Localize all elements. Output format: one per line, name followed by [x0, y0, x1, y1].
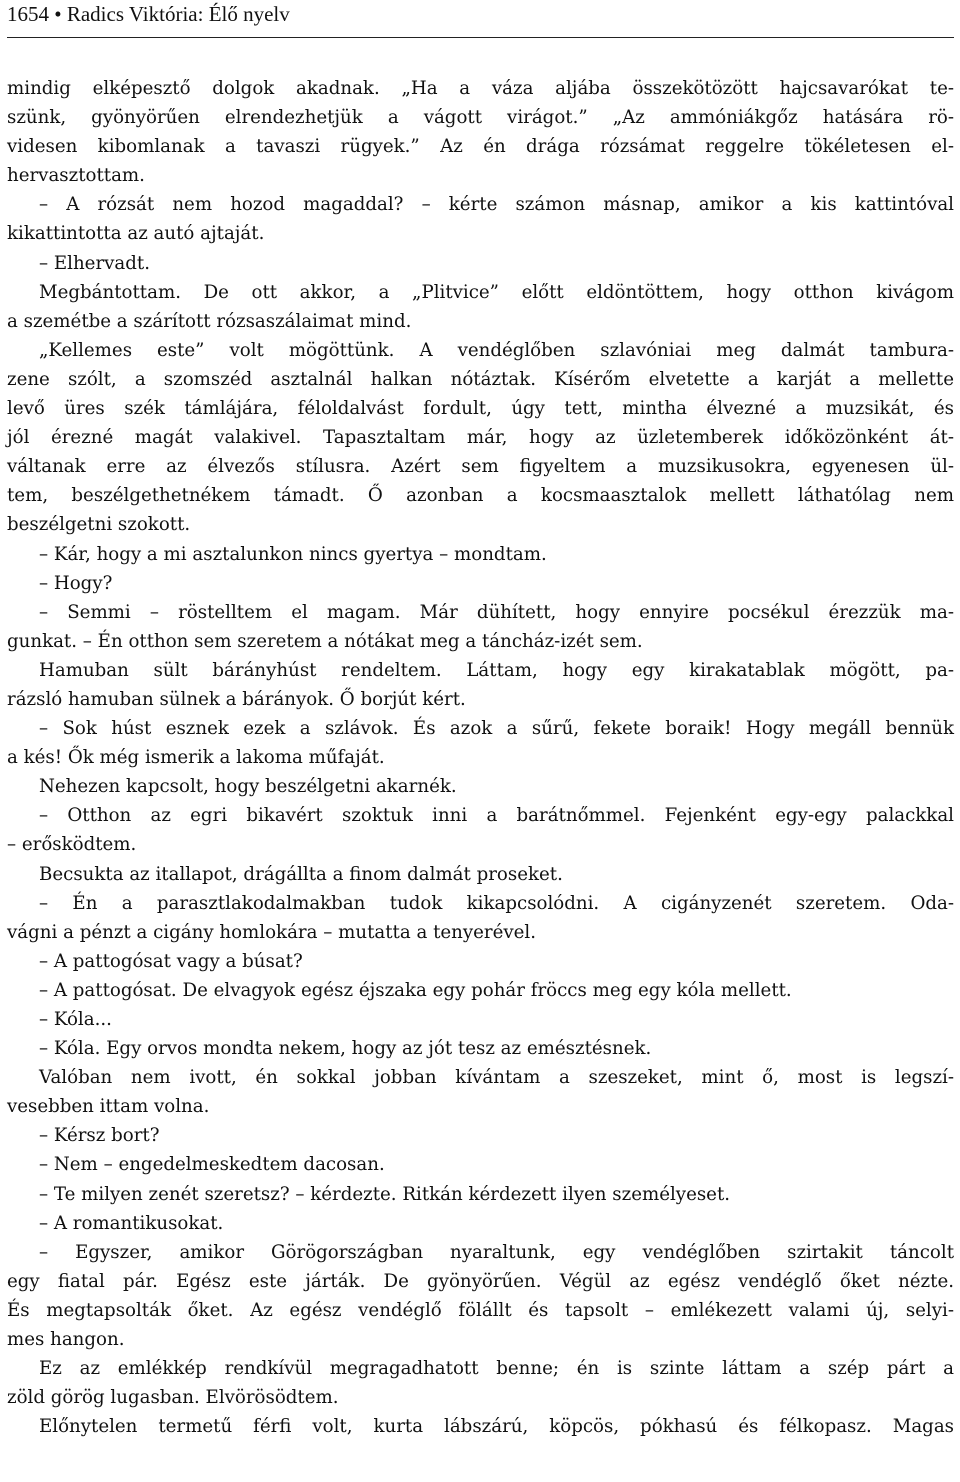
text-line: mindig elképesztő dolgok akadnak. „Ha a váza aljába összekötözött hajcsavarókat te-: [7, 78, 954, 99]
text-line: – A romantikusokat.: [39, 1212, 224, 1234]
text-line: – Te milyen zenét szeretsz? – kérdezte. Ritkán kérdezett ilyen személyeset.: [39, 1183, 731, 1205]
text-line: Becsukta az itallapot, drágállta a finom dalmát proseket.: [39, 863, 563, 885]
text-line: Megbántottam. De ott akkor, a „Plitvice” előtt eldöntöttem, hogy otthon kivágom: [39, 281, 954, 303]
running-header: [7, 2, 290, 27]
text-line: hervasztottam.: [7, 165, 145, 187]
text-line: Hamuban sült bárányhúst rendeltem. Láttam, hogy egy kirakatablak mögött, pa-: [39, 659, 954, 681]
text-line: kikattintotta az autó ajtaját.: [7, 223, 265, 245]
text-line: a kés! Ők még ismerik a lakoma műfaját.: [7, 747, 385, 769]
running-title: Radics Viktória: Élő nyelv: [66, 2, 290, 26]
text-line: váltanak erre az élvezős stílusra. Azért sem figyeltem a muzsikusokra, egyenesen ül-: [7, 456, 954, 478]
text-line: – Semmi – röstelltem el magam. Már dühített, hogy ennyire pocsékul érezzük ma-: [39, 601, 954, 623]
text-line: – Kóla. Egy orvos mondta nekem, hogy az jót tesz az emésztésnek.: [39, 1038, 652, 1060]
text-line: – erősködtem.: [7, 834, 137, 856]
text-line: zene szólt, a szomszéd asztalnál halkan nótáztak. Kísérőm elvetette a karját a mellette: [7, 368, 954, 390]
text-line: – Elhervadt.: [39, 252, 150, 274]
text-line: – Kóla...: [39, 1009, 112, 1030]
text-line: – Én a parasztlakodalmakban tudok kikapcsolódni. A cigányzenét szeretem. Oda-: [39, 892, 954, 914]
body-text: [7, 74, 954, 1441]
text-line: – Hogy?: [39, 572, 113, 594]
text-line: rázsló hamuban sülnek a bárányok. Ő borjút kért.: [7, 688, 466, 710]
page-number: 1654: [7, 2, 49, 26]
text-line: – Kár, hogy a mi asztalunkon nincs gyertya – mondtam.: [39, 543, 547, 565]
text-line: beszélgetni szokott.: [7, 514, 191, 536]
text-line: – A pattogósat. De elvagyok egész éjszaka egy pohár fröccs meg egy kóla mellett.: [39, 979, 792, 1001]
text-line: szünk, gyönyörűen elrendezhetjük a vágott virágot.” „Az ammóniákgőz hatására rö-: [7, 107, 954, 129]
text-line: – Kérsz bort?: [39, 1125, 160, 1147]
text-line: Előnytelen termetű férfi volt, kurta lábszárú, köpcös, pókhasú és félkopasz. Magas: [39, 1416, 954, 1438]
text-line: – Nem – engedelmeskedtem dacosan.: [39, 1154, 385, 1176]
text-line: – Sok húst esznek ezek a szlávok. És azok a sűrű, fekete boraik! Hogy megáll bennük: [39, 718, 954, 740]
text-line: És megtapsolták őket. Az egész vendéglő fölállt és tapsolt – emlékezett valami új, selyi-: [7, 1299, 954, 1321]
text-line: – A pattogósat vagy a búsat?: [39, 950, 303, 972]
text-line: – Otthon az egri bikavért szoktuk inni a barátnőmmel. Fejenként egy-egy palackkal: [39, 805, 954, 827]
text-line: gunkat. – Én otthon sem szeretem a nótákat meg a táncház-izét sem.: [7, 630, 643, 652]
text-line: egy fiatal pár. Egész este járták. De gyönyörűen. Végül az egész vendéglő őket nézte.: [7, 1270, 954, 1292]
text-line: – Egyszer, amikor Görögországban nyaraltunk, egy vendéglőben szirtakit táncolt: [39, 1241, 954, 1263]
text-line: mes hangon.: [7, 1329, 125, 1351]
text-line: Valóban nem ivott, én sokkal jobban kívántam a szeszeket, mint ő, most is legszí-: [39, 1067, 954, 1089]
text-line: Nehezen kapcsolt, hogy beszélgetni akarnék.: [39, 776, 457, 798]
text-line: tem, beszélgethetnékem támadt. Ő azonban a kocsmaasztalok mellett láthatólag nem: [7, 485, 954, 507]
text-line: videsen kibomlanak a tavaszi rügyek.” Az én drága rózsámat reggelre tökéletesen el-: [7, 136, 954, 158]
header-separator: •: [54, 2, 62, 26]
header-rule: [7, 37, 954, 38]
text-line: Ez az emlékkép rendkívül megragadhatott benne; én is szinte láttam a szép párt a: [39, 1358, 954, 1380]
text-line: zöld görög lugasban. Elvörösödtem.: [7, 1387, 339, 1409]
text-line: levő üres szék támlájára, féloldalvást fordult, úgy tett, mintha élvezné a muzsikát, és: [7, 398, 954, 420]
text-line: vesebben ittam volna.: [7, 1096, 210, 1118]
text-line: a szemétbe a szárított rózsaszálaimat mind.: [7, 310, 412, 332]
text-line: – A rózsát nem hozod magaddal? – kérte számon másnap, amikor a kis kattintóval: [39, 194, 954, 216]
text-line: vágni a pénzt a cigány homlokára – mutatta a tenyerével.: [7, 921, 537, 943]
text-line: „Kellemes este” volt mögöttünk. A vendéglőben szlavóniai meg dalmát tambura-: [39, 339, 954, 361]
text-line: jól érezné magát valakivel. Tapasztaltam már, hogy az üzletemberek időközönként át-: [7, 427, 954, 449]
